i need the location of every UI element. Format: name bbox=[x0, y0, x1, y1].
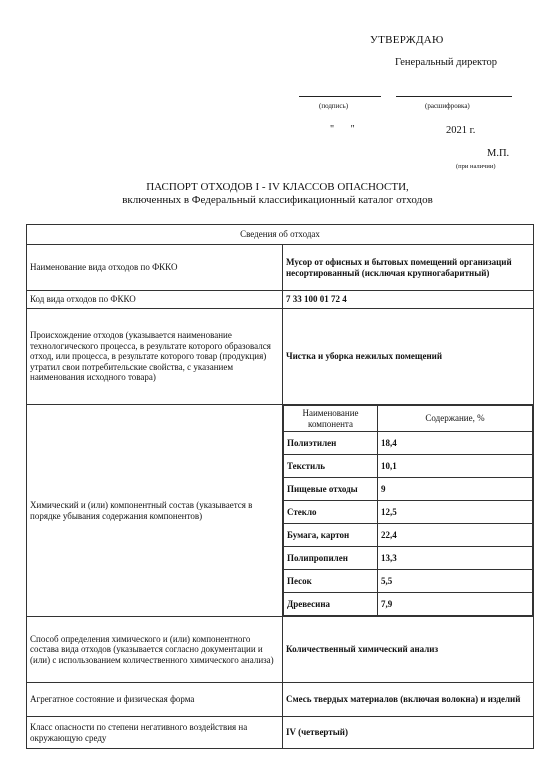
decoding-caption: (расшифровка) bbox=[425, 102, 470, 110]
component-name: Песок bbox=[284, 570, 378, 593]
state-value: Смесь твердых материалов (включая волокна) и изделий bbox=[283, 683, 534, 717]
decoding-line bbox=[396, 96, 512, 97]
class-value: IV (четвертый) bbox=[283, 717, 534, 749]
origin-value: Чистка и уборка нежилых помещений bbox=[283, 309, 534, 405]
col-content-header: Содержание, % bbox=[378, 406, 533, 432]
col-component-header: Наименование компонента bbox=[284, 406, 378, 432]
component-value: 7,9 bbox=[378, 593, 533, 616]
composition-table bbox=[283, 405, 533, 616]
method-label: Способ определения химического и (или) компонентного состава вида отходов (указывается согласно документации и (или) с использованием количественного химического анализа) bbox=[27, 617, 283, 683]
component-value: 13,3 bbox=[378, 547, 533, 570]
component-value: 12,5 bbox=[378, 501, 533, 524]
origin-label: Происхождение отходов (указывается наименование технологического процесса, в результате которого образовался отход, или процесса, в результате которого товар (продукция) утратил свои потребительские свойства, с указанием наименования исходного товара) bbox=[27, 309, 283, 405]
name-label: Наименование вида отходов по ФККО bbox=[27, 245, 283, 291]
code-label: Код вида отходов по ФККО bbox=[27, 291, 283, 309]
seal-label: М.П. bbox=[487, 148, 510, 159]
table-row bbox=[284, 455, 533, 478]
approval-year: 2021 г. bbox=[446, 125, 476, 136]
composition-label: Химический и (или) компонентный состав (указывается в порядке убывания содержания компонентов) bbox=[27, 405, 283, 617]
document-title bbox=[0, 181, 555, 207]
composition-cell bbox=[283, 405, 534, 617]
method-value: Количественный химический анализ bbox=[283, 617, 534, 683]
class-label: Класс опасности по степени негативного воздействия на окружающую среду bbox=[27, 717, 283, 749]
component-name: Бумага, картон bbox=[284, 524, 378, 547]
signature-caption: (подпись) bbox=[319, 102, 349, 110]
component-value: 18,4 bbox=[378, 432, 533, 455]
component-value: 9 bbox=[378, 478, 533, 501]
table-row bbox=[284, 432, 533, 455]
component-name: Полиэтилен bbox=[284, 432, 378, 455]
state-label: Агрегатное состояние и физическая форма bbox=[27, 683, 283, 717]
component-value: 22,4 bbox=[378, 524, 533, 547]
date-quotes: " " bbox=[330, 124, 355, 135]
component-name: Стекло bbox=[284, 501, 378, 524]
waste-info-table bbox=[26, 224, 534, 749]
table-row bbox=[284, 570, 533, 593]
component-name: Полипропилен bbox=[284, 547, 378, 570]
title-line-2: включенных в Федеральный классификационный каталог отходов bbox=[122, 194, 433, 206]
component-name: Пищевые отходы bbox=[284, 478, 378, 501]
table-header: Сведения об отходах bbox=[27, 225, 534, 245]
director-position: Генеральный директор bbox=[395, 57, 497, 68]
component-value: 10,1 bbox=[378, 455, 533, 478]
name-value: Мусор от офисных и бытовых помещений организаций несортированный (исключая крупногабаритный) bbox=[283, 245, 534, 291]
table-row bbox=[284, 593, 533, 616]
table-row bbox=[284, 478, 533, 501]
component-name: Древесина bbox=[284, 593, 378, 616]
approve-heading: УТВЕРЖДАЮ bbox=[370, 34, 444, 46]
title-line-1: ПАСПОРТ ОТХОДОВ I - IV КЛАССОВ ОПАСНОСТИ, bbox=[146, 181, 409, 193]
table-row bbox=[284, 501, 533, 524]
component-name: Текстиль bbox=[284, 455, 378, 478]
table-row bbox=[284, 524, 533, 547]
component-value: 5,5 bbox=[378, 570, 533, 593]
seal-note: (при наличии) bbox=[456, 163, 496, 170]
signature-line bbox=[299, 96, 381, 97]
table-row bbox=[284, 547, 533, 570]
code-value: 7 33 100 01 72 4 bbox=[283, 291, 534, 309]
